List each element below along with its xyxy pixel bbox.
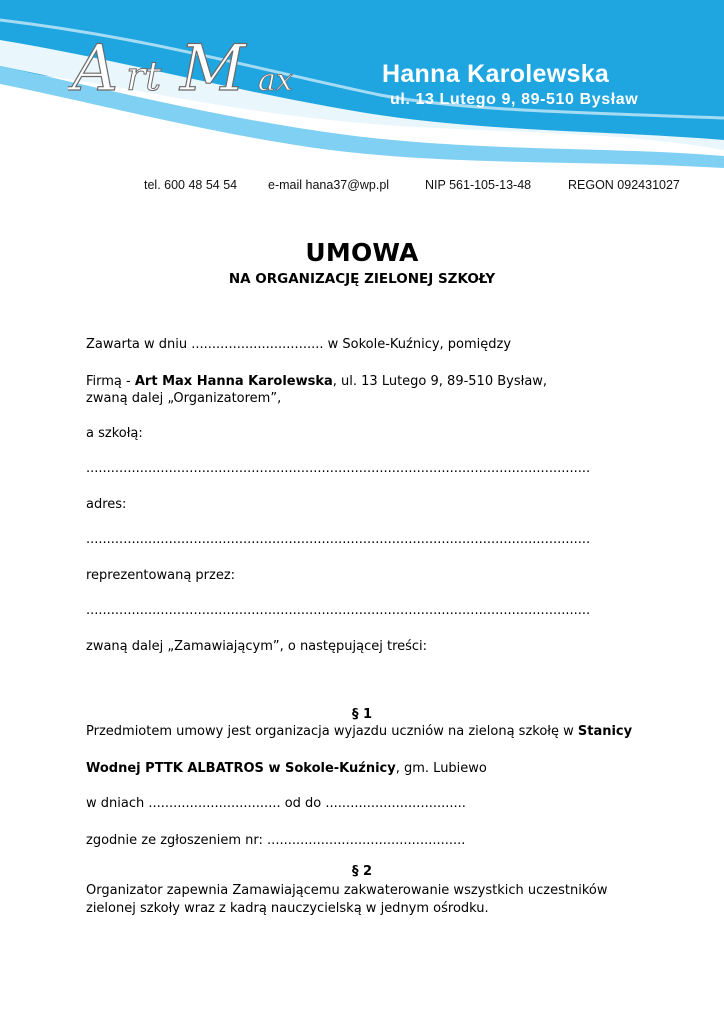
section-2-heading: § 2 [351, 864, 373, 879]
section-2-line-2: zielonej szkoły wraz z kadrą nauczycielską w jednym ośrodku. [86, 901, 489, 916]
represented-dots: .......................................................................................................................... [86, 603, 591, 618]
s1-bold-1: Stanicy [577, 724, 633, 739]
section-2-line-1: Organizator zapewnia Zamawiającemu zakwaterowanie wszystkich uczestników [86, 883, 608, 898]
section-1-heading: § 1 [351, 707, 373, 722]
s1-bold-2: Wodnej PTTK ALBATROS w Sokole-Kuźnicy [86, 761, 396, 776]
address-dots: .......................................................................................................................... [86, 532, 591, 547]
svg-text:A: A [72, 32, 119, 106]
artmax-logo [68, 22, 348, 112]
firm-line [86, 374, 547, 390]
school-dots: .......................................................................................................................... [86, 461, 591, 476]
header-banner [0, 0, 724, 198]
s1-text-start: Przedmiotem umowy jest organizacja wyjazdu uczniów na zieloną szkołę w [86, 724, 578, 739]
firm-address: , ul. 13 Lutego 9, 89-510 Bysław, [332, 374, 548, 389]
owner-name: Hanna Karolewska [382, 60, 610, 88]
regon: REGON 092431027 [568, 178, 680, 192]
organizer-line: zwaną dalej „Organizatorem”, [86, 391, 282, 406]
registration-line: zgodnie ze zgłoszeniem nr: ................................................ [86, 833, 466, 848]
firm-name: Art Max Hanna Karolewska [134, 374, 333, 389]
svg-text:M: M [180, 32, 246, 106]
represented-label: reprezentowaną przez: [86, 568, 236, 583]
s1-text-end: , gm. Lubiewo [395, 761, 487, 776]
contact-bar [0, 174, 724, 198]
phone: tel. 600 48 54 54 [144, 178, 238, 192]
svg-text:ax: ax [258, 63, 293, 98]
firm-prefix: Firmą - [86, 374, 135, 389]
document-subtitle: NA ORGANIZACJĘ ZIELONEJ SZKOŁY [228, 271, 496, 287]
owner-address: ul. 13 Lutego 9, 89-510 Bysław [390, 91, 639, 108]
nip: NIP 561-105-13-48 [425, 178, 532, 192]
concluded-line: Zawarta w dniu ................................ w Sokole-Kuźnicy, pomiędzy [86, 337, 512, 352]
school-label: a szkołą: [86, 426, 143, 441]
section-1-text-2 [86, 761, 487, 777]
address-label: adres: [86, 497, 127, 512]
email: e-mail hana37@wp.pl [268, 178, 390, 192]
client-line: zwaną dalej „Zamawiającym”, o następującej treści: [86, 639, 428, 654]
dates-line: w dniach ................................ od do .................................. [86, 796, 466, 811]
section-1-text [86, 724, 632, 740]
svg-text:rt: rt [126, 54, 162, 100]
document-title: UMOWA [305, 238, 419, 267]
